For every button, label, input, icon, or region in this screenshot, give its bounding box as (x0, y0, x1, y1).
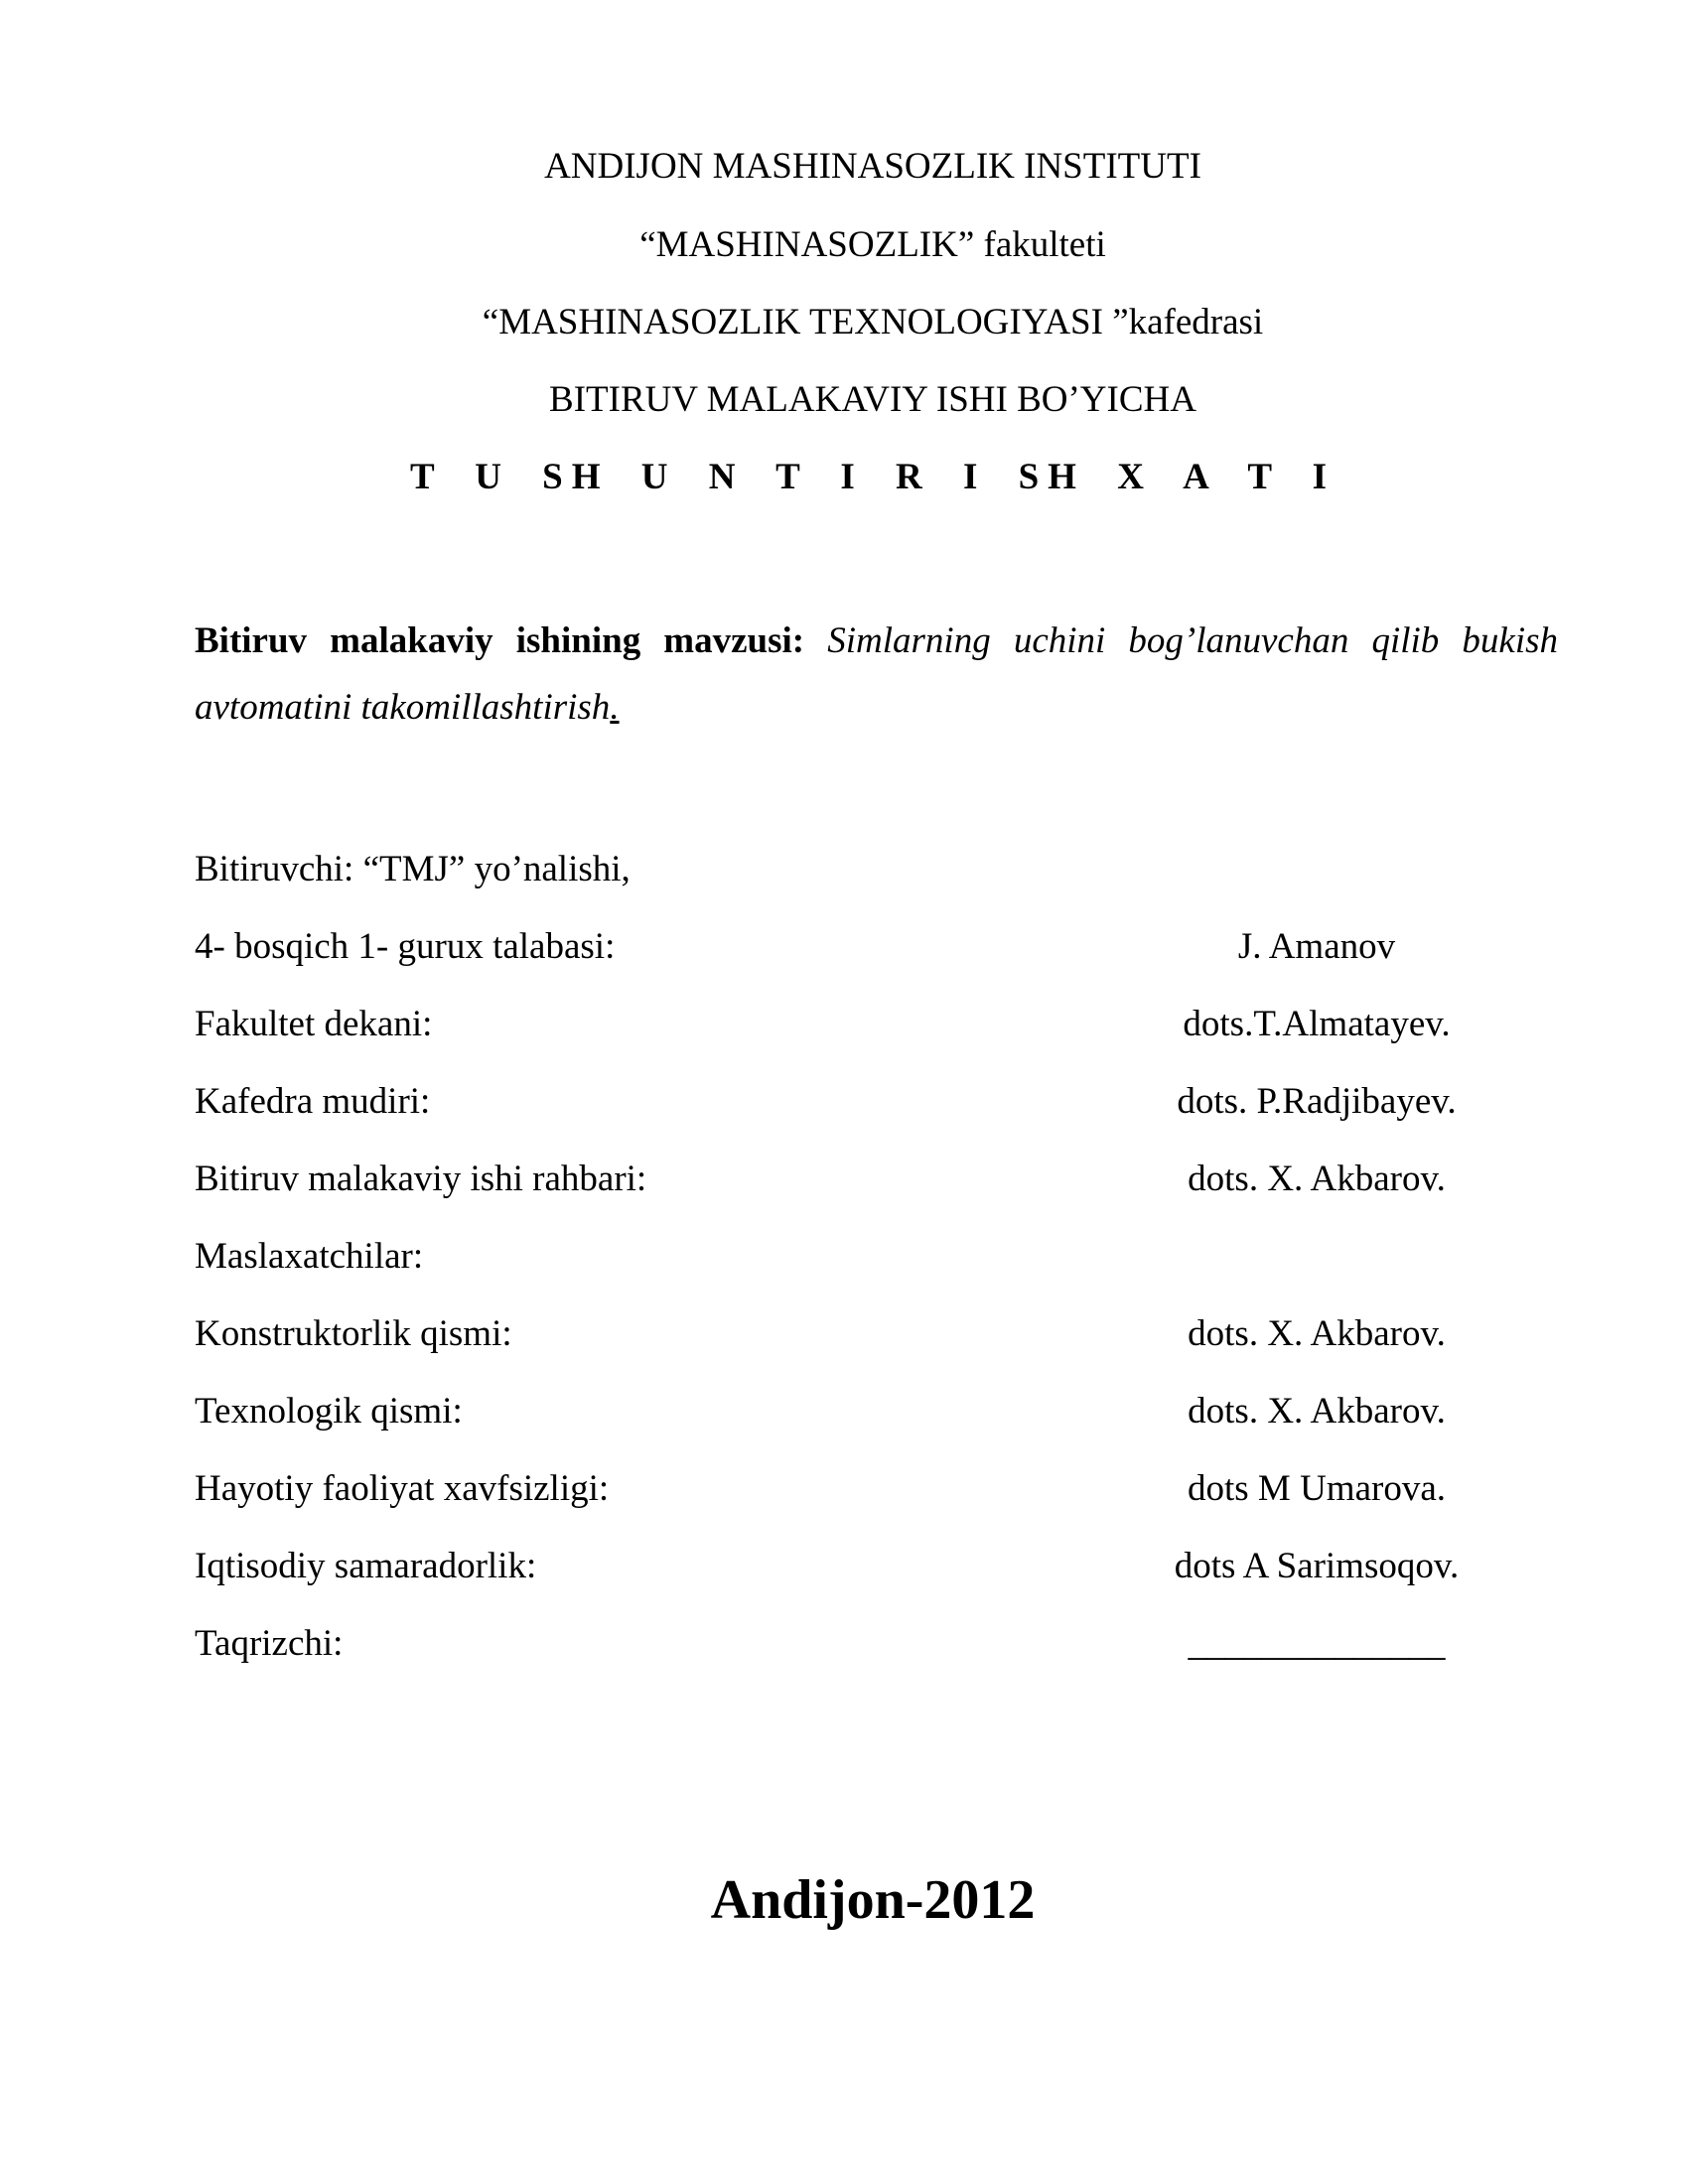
row-label: Hayotiy faoliyat xavfsizligi: (195, 1468, 610, 1509)
people-row (195, 1466, 1585, 1512)
row-value: dots. X. Akbarov. (1188, 1391, 1446, 1432)
row-label: 4- bosqich 1- gurux talabasi: (195, 926, 616, 967)
row-label: Iqtisodiy samaradorlik: (195, 1546, 537, 1586)
row-value: dots. P.Radjibayev. (1177, 1081, 1457, 1122)
people-row (195, 1002, 1585, 1047)
row-value: dots.T.Almatayev. (1183, 1004, 1451, 1044)
row-label: Taqrizchi: (195, 1623, 344, 1664)
row-label: Bitiruvchi: “TMJ” yo’nalishi, (195, 849, 631, 889)
row-label: Maslaxatchilar: (195, 1236, 424, 1277)
faculty-name: “MASHINASOZLIK” fakulteti (639, 224, 1106, 265)
department-name: “MASHINASOZLIK TEXNOLOGIYASI ”kafedrasi (482, 302, 1264, 342)
topic-label: Bitiruv malakaviy ishining mavzusi: (195, 620, 805, 661)
row-value: dots M Umarova. (1188, 1468, 1446, 1509)
row-value: dots A Sarimsoqov. (1174, 1546, 1460, 1586)
document-title: T U SH U N T I R I SH X A T I (409, 457, 1336, 497)
people-row (195, 1389, 1585, 1434)
row-value: dots. X. Akbarov. (1188, 1313, 1446, 1354)
thesis-topic (195, 608, 1558, 741)
people-row (195, 1079, 1585, 1125)
topic-trailing: . (610, 687, 620, 728)
row-label: Bitiruv malakaviy ishi rahbari: (195, 1159, 647, 1199)
work-type: BITIRUV MALAKAVIY ISHI BO’YICHA (549, 379, 1196, 420)
people-row (195, 847, 1585, 892)
people-row (195, 1234, 1585, 1280)
people-row (195, 924, 1585, 970)
row-value: ______________ (1188, 1623, 1446, 1664)
people-row (195, 1157, 1585, 1202)
row-label: Konstruktorlik qismi: (195, 1313, 512, 1354)
people-row (195, 1311, 1585, 1357)
row-value: J. Amanov (1237, 926, 1396, 967)
place-year: Andijon-2012 (710, 1869, 1036, 1931)
row-label: Kafedra mudiri: (195, 1081, 431, 1122)
people-row (195, 1621, 1585, 1667)
row-label: Fakultet dekani: (195, 1004, 433, 1044)
institute-name: ANDIJON MASHINASOZLIK INSTITUTI (544, 146, 1201, 187)
topic-value: Simlarning uchini bog’lanuvchan qilib bukish avtomatini takomillashtirish (195, 620, 1559, 728)
people-row (195, 1544, 1585, 1589)
row-value: dots. X. Akbarov. (1188, 1159, 1446, 1199)
row-label: Texnologik qismi: (195, 1391, 463, 1432)
